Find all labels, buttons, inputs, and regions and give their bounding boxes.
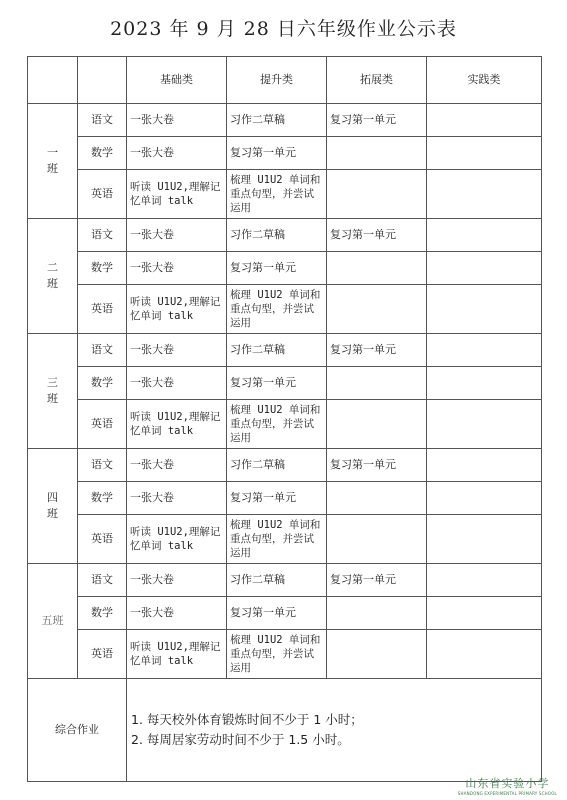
improve-task-cell: 复习第一单元 bbox=[227, 367, 327, 400]
practice-task-cell bbox=[427, 482, 542, 515]
table-row bbox=[28, 564, 542, 597]
basic-task-cell: 一张大卷 bbox=[127, 104, 227, 137]
basic-task-cell: 听读 U1U2,理解记忆单词 talk bbox=[127, 400, 227, 449]
basic-task-cell: 一张大卷 bbox=[127, 597, 227, 630]
table-row bbox=[28, 597, 542, 630]
table-row bbox=[28, 170, 542, 219]
improve-task-cell: 复习第一单元 bbox=[227, 597, 327, 630]
header-row bbox=[28, 57, 542, 104]
extend-task-cell bbox=[327, 137, 427, 170]
improve-task-cell: 习作二草稿 bbox=[227, 564, 327, 597]
extend-task-cell: 复习第一单元 bbox=[327, 334, 427, 367]
practice-task-cell bbox=[427, 137, 542, 170]
summary-label: 综合作业 bbox=[28, 679, 127, 782]
class-name-cell: 四 班 bbox=[28, 449, 78, 564]
improve-task-cell: 复习第一单元 bbox=[227, 137, 327, 170]
basic-task-cell: 听读 U1U2,理解记忆单词 talk bbox=[127, 630, 227, 679]
class-name-cell: 二 班 bbox=[28, 219, 78, 334]
basic-task-cell: 一张大卷 bbox=[127, 334, 227, 367]
extend-task-cell bbox=[327, 597, 427, 630]
table-row bbox=[28, 482, 542, 515]
subject-cell: 数学 bbox=[78, 252, 127, 285]
subject-cell: 英语 bbox=[78, 285, 127, 334]
subject-cell: 语文 bbox=[78, 334, 127, 367]
basic-task-cell: 一张大卷 bbox=[127, 367, 227, 400]
subject-cell: 语文 bbox=[78, 564, 127, 597]
practice-task-cell bbox=[427, 564, 542, 597]
extend-task-cell: 复习第一单元 bbox=[327, 449, 427, 482]
practice-task-cell bbox=[427, 597, 542, 630]
practice-task-cell bbox=[427, 334, 542, 367]
extend-task-cell bbox=[327, 285, 427, 334]
subject-cell: 英语 bbox=[78, 170, 127, 219]
practice-task-cell bbox=[427, 449, 542, 482]
improve-task-cell: 梳理 U1U2 单词和重点句型，并尝试运用 bbox=[227, 630, 327, 679]
subject-cell: 数学 bbox=[78, 137, 127, 170]
basic-task-cell: 听读 U1U2,理解记忆单词 talk bbox=[127, 285, 227, 334]
improve-task-cell: 复习第一单元 bbox=[227, 482, 327, 515]
class-name-cell: 一 班 bbox=[28, 104, 78, 219]
subject-cell: 英语 bbox=[78, 515, 127, 564]
basic-task-cell: 一张大卷 bbox=[127, 449, 227, 482]
summary-item: 1. 每天校外体育锻炼时间不少于 1 小时； bbox=[131, 712, 363, 727]
extend-task-cell: 复习第一单元 bbox=[327, 219, 427, 252]
header-extend: 拓展类 bbox=[327, 57, 427, 104]
table-row bbox=[28, 449, 542, 482]
basic-task-cell: 一张大卷 bbox=[127, 137, 227, 170]
extend-task-cell bbox=[327, 515, 427, 564]
subject-cell: 数学 bbox=[78, 597, 127, 630]
header-improve: 提升类 bbox=[227, 57, 327, 104]
improve-task-cell: 梳理 U1U2 单词和重点句型，并尝试运用 bbox=[227, 400, 327, 449]
practice-task-cell bbox=[427, 400, 542, 449]
practice-task-cell bbox=[427, 285, 542, 334]
extend-task-cell: 复习第一单元 bbox=[327, 104, 427, 137]
table-row bbox=[28, 334, 542, 367]
improve-task-cell: 习作二草稿 bbox=[227, 219, 327, 252]
table-row bbox=[28, 285, 542, 334]
extend-task-cell bbox=[327, 252, 427, 285]
table-row bbox=[28, 630, 542, 679]
table-row bbox=[28, 367, 542, 400]
basic-task-cell: 一张大卷 bbox=[127, 482, 227, 515]
table-row bbox=[28, 219, 542, 252]
summary-item: 2. 每周居家劳动时间不少于 1.5 小时。 bbox=[131, 732, 350, 747]
header-basic: 基础类 bbox=[127, 57, 227, 104]
table-row bbox=[28, 104, 542, 137]
logo-subtext: SHANDONG EXPERIMENTAL PRIMARY SCHOOL bbox=[457, 791, 557, 796]
subject-cell: 语文 bbox=[78, 104, 127, 137]
practice-task-cell bbox=[427, 252, 542, 285]
extend-task-cell bbox=[327, 367, 427, 400]
table-row bbox=[28, 400, 542, 449]
header-practice: 实践类 bbox=[427, 57, 542, 104]
improve-task-cell: 复习第一单元 bbox=[227, 252, 327, 285]
basic-task-cell: 一张大卷 bbox=[127, 252, 227, 285]
improve-task-cell: 习作二草稿 bbox=[227, 334, 327, 367]
subject-cell: 语文 bbox=[78, 219, 127, 252]
basic-task-cell: 听读 U1U2,理解记忆单词 talk bbox=[127, 170, 227, 219]
header-class-cell bbox=[28, 57, 78, 104]
school-logo bbox=[458, 775, 557, 796]
table-row bbox=[28, 137, 542, 170]
class-name-cell: 三 班 bbox=[28, 334, 78, 449]
improve-task-cell: 梳理 U1U2 单词和重点句型，并尝试运用 bbox=[227, 515, 327, 564]
summary-row bbox=[28, 679, 542, 782]
extend-task-cell bbox=[327, 400, 427, 449]
extend-task-cell bbox=[327, 630, 427, 679]
improve-task-cell: 习作二草稿 bbox=[227, 449, 327, 482]
class-name-cell: 五班 bbox=[28, 564, 78, 679]
improve-task-cell: 习作二草稿 bbox=[227, 104, 327, 137]
header-subject-cell bbox=[78, 57, 127, 104]
page-title: 2023 年 9 月 28 日六年级作业公示表 bbox=[110, 18, 457, 40]
extend-task-cell: 复习第一单元 bbox=[327, 564, 427, 597]
subject-cell: 语文 bbox=[78, 449, 127, 482]
logo-text: 山东省实验小学 bbox=[465, 777, 550, 790]
improve-task-cell: 梳理 U1U2 单词和重点句型，并尝试运用 bbox=[227, 285, 327, 334]
homework-table bbox=[27, 56, 542, 782]
improve-task-cell: 梳理 U1U2 单词和重点句型，并尝试运用 bbox=[227, 170, 327, 219]
summary-content bbox=[127, 679, 542, 782]
subject-cell: 数学 bbox=[78, 367, 127, 400]
practice-task-cell bbox=[427, 104, 542, 137]
practice-task-cell bbox=[427, 367, 542, 400]
practice-task-cell bbox=[427, 630, 542, 679]
basic-task-cell: 一张大卷 bbox=[127, 564, 227, 597]
table-row bbox=[28, 515, 542, 564]
basic-task-cell: 一张大卷 bbox=[127, 219, 227, 252]
practice-task-cell bbox=[427, 170, 542, 219]
basic-task-cell: 听读 U1U2,理解记忆单词 talk bbox=[127, 515, 227, 564]
table-row bbox=[28, 252, 542, 285]
subject-cell: 数学 bbox=[78, 482, 127, 515]
subject-cell: 英语 bbox=[78, 400, 127, 449]
practice-task-cell bbox=[427, 515, 542, 564]
extend-task-cell bbox=[327, 170, 427, 219]
practice-task-cell bbox=[427, 219, 542, 252]
extend-task-cell bbox=[327, 482, 427, 515]
subject-cell: 英语 bbox=[78, 630, 127, 679]
